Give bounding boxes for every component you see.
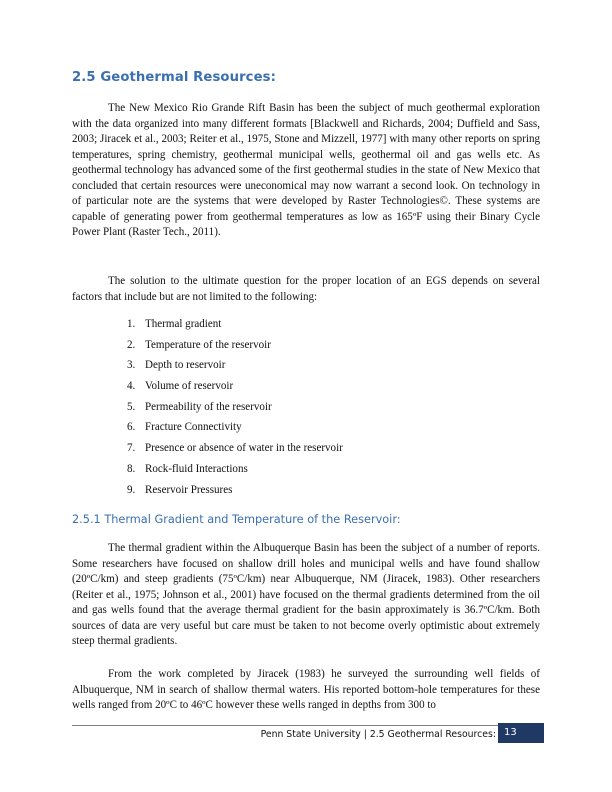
- list-item-text: Presence or absence of water in the reservoir: [145, 442, 343, 455]
- list-item-text: Depth to reservoir: [145, 359, 226, 372]
- list-item-number: 4.: [127, 380, 136, 393]
- section-heading: 2.5 Geothermal Resources:: [72, 70, 276, 85]
- footer-text: Penn State University | 2.5 Geothermal Resources:: [260, 729, 496, 740]
- footer-divider: [72, 725, 544, 726]
- list-item-text: Reservoir Pressures: [145, 483, 233, 496]
- list-item-number: 8.: [127, 462, 136, 475]
- subsection-heading: 2.5.1 Thermal Gradient and Temperature of the Reservoir:: [72, 513, 401, 526]
- list-item-number: 2.: [127, 338, 136, 351]
- list-item-number: 5.: [127, 400, 136, 413]
- page-number: 13: [498, 723, 544, 743]
- list-item-number: 9.: [127, 483, 136, 496]
- section-paragraph-1: The New Mexico Rio Grande Rift Basin has been the subject of much geothermal exploration with the data organized into many different formats [Blackwell and Richards, 2004; Duffield and Sass, 2003; Jiracek et al., 2003; Reiter et al., 1975, Stone and Mizzell, 1977] with many other reports on spring temperatures, spring chemistry, geothermal municipal wells, geothermal oil and gas wells etc. As geothermal technology has advanced some of the first geothermal studies in the state of New Mexico that concluded that certain resources were uneconomical may now warrant a second look. On technology in of particular note are the systems that were developed by Raster Technologies©. These systems are capable of generating power from geothermal temperatures as low as 165ºF using their Binary Cycle Power Plant (Raster Tech., 2011).: [72, 102, 540, 239]
- list-item-number: 6.: [127, 421, 136, 434]
- subsection-paragraph-2: From the work completed by Jiracek (1983) he surveyed the surrounding well fields of Albuquerque, NM in search of shallow thermal waters. His reported bottom-hole temperatures for these wells ranged from 20ºC to 46ºC however these wells ranged in depths from 300 to: [72, 668, 540, 712]
- list-item-text: Thermal gradient: [145, 318, 222, 330]
- list-item-text: Temperature of the reservoir: [145, 338, 271, 351]
- list-item-text: Rock-fluid Interactions: [145, 462, 248, 475]
- list-item-text: Volume of reservoir: [145, 380, 234, 393]
- subsection-paragraph-1: The thermal gradient within the Albuquerque Basin has been the subject of a number of reports. Some researchers have focused on shallow drill holes and municipal wells and have found shallow (20ºC/km) and steep gradients (75ºC/km) near Albuquerque, NM (Jiracek, 1983). Other researchers (Reiter et al., 1975; Johnson et al., 2001) have focused on the thermal gradients determined from the oil and gas wells found that the average thermal gradient for the basin approximately is 36.7ºC/km. Both sources of data are very useful but care must be taken to not become overly optimistic about extremely steep thermal gradients.: [72, 542, 540, 648]
- list-item-number: 3.: [127, 359, 136, 372]
- list-item-text: Permeability of the reservoir: [145, 400, 272, 413]
- list-item-number: 1.: [127, 318, 136, 330]
- list-item-text: Fracture Connectivity: [145, 421, 242, 434]
- section-paragraph-2: The solution to the ultimate question for the proper location of an EGS depends on several factors that include but are not limited to the following:: [72, 275, 540, 303]
- list-item-number: 7.: [127, 442, 136, 455]
